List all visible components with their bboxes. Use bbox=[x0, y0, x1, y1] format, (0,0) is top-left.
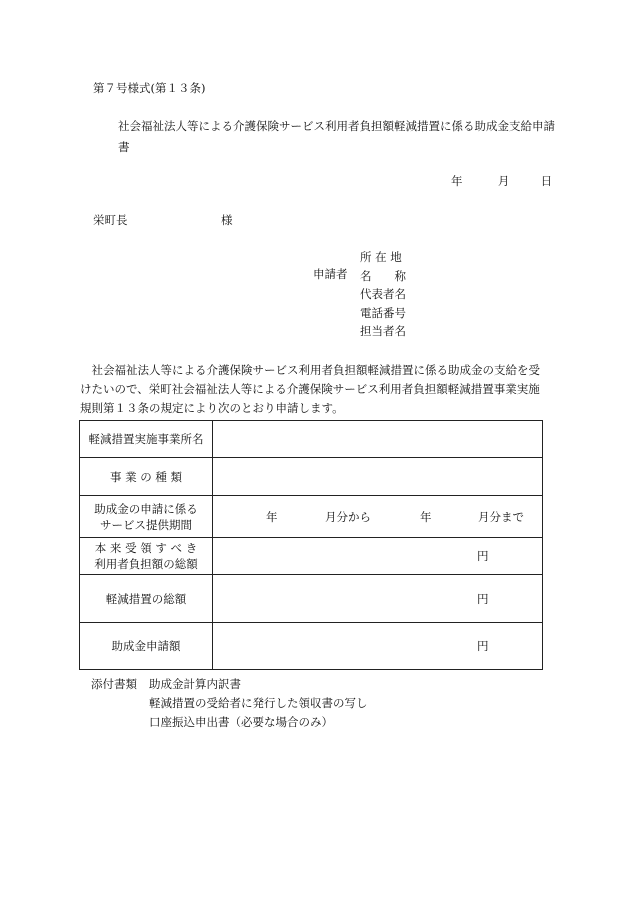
period-year1: 年 bbox=[266, 509, 278, 524]
period-label-line1: 助成金の申請に係る bbox=[94, 501, 198, 516]
row-label-grant-amount: 助成金申請額 bbox=[80, 623, 213, 670]
period-from: 月分から bbox=[325, 509, 371, 524]
body-text: 社会福祉法人等による介護保険サービス利用者負担額軽減措置に係る助成金の支給を受けたいので、栄町社会福祉法人等による介護保険サービス利用者負担額軽減措置事業実施規則第１３条の規定により次のとおり申請します。 bbox=[80, 363, 540, 415]
row-label-service-type: 事 業 の 種 類 bbox=[80, 458, 213, 496]
burden-label-line1: 本 来 受 領 す べ き bbox=[94, 541, 198, 555]
field-address: 所 在 地 bbox=[360, 250, 402, 264]
table-row bbox=[80, 538, 543, 575]
row-label-period bbox=[80, 496, 213, 538]
yen-unit: 円 bbox=[477, 549, 489, 563]
attachment-item: 軽減措置の受給者に発行した領収書の写し bbox=[149, 696, 368, 710]
attachment-item: 口座振込申出書（必要な場合のみ） bbox=[149, 715, 333, 729]
yen-unit: 円 bbox=[477, 639, 489, 653]
field-name: 名 称 bbox=[360, 268, 406, 283]
applicant-label: 申請者 bbox=[313, 267, 348, 281]
period-year2: 年 bbox=[420, 509, 432, 524]
period-label-line2: サービス提供期間 bbox=[100, 517, 192, 532]
attachment-item: 助成金計算内訳書 bbox=[149, 677, 241, 691]
yen-unit: 円 bbox=[477, 591, 489, 606]
field-phone: 電話番号 bbox=[360, 305, 406, 320]
document-title: 社会福祉法人等による介護保険サービス利用者負担額軽減措置に係る助成金支給申請書 bbox=[118, 119, 555, 154]
reduction-total-value-cell[interactable] bbox=[213, 575, 543, 623]
service-type-value-cell[interactable] bbox=[213, 458, 543, 496]
table-row bbox=[80, 623, 543, 670]
burden-value-cell[interactable] bbox=[213, 538, 543, 575]
form-number: 第７号様式(第１３条) bbox=[93, 81, 206, 95]
attachments-label: 添付書類 bbox=[91, 677, 137, 691]
table-row bbox=[80, 458, 543, 496]
burden-label-line2: 利用者負担額の総額 bbox=[94, 557, 198, 571]
row-label-office: 軽減措置実施事業所名 bbox=[80, 421, 213, 458]
period-value-cell[interactable] bbox=[213, 496, 543, 538]
date-month: 月 bbox=[497, 174, 510, 188]
period-to: 月分まで bbox=[478, 509, 524, 524]
date-day: 日 bbox=[540, 174, 553, 188]
table-row bbox=[80, 496, 543, 538]
date-line bbox=[451, 173, 552, 189]
field-representative: 代表者名 bbox=[360, 287, 406, 301]
field-contact-person: 担当者名 bbox=[360, 324, 406, 338]
row-label-reduction-total: 軽減措置の総額 bbox=[80, 575, 213, 623]
grant-amount-value-cell[interactable] bbox=[213, 623, 543, 670]
table-row bbox=[80, 421, 543, 458]
attachments bbox=[91, 675, 368, 729]
applicant-fields bbox=[360, 248, 406, 341]
addressee-name: 栄町長 bbox=[93, 213, 128, 227]
addressee bbox=[93, 212, 233, 228]
office-value-cell[interactable] bbox=[213, 421, 543, 458]
addressee-honorific: 様 bbox=[221, 213, 233, 227]
row-label-original-burden bbox=[80, 538, 213, 575]
table-row bbox=[80, 575, 543, 623]
application-table bbox=[79, 420, 543, 670]
date-year: 年 bbox=[451, 174, 463, 188]
